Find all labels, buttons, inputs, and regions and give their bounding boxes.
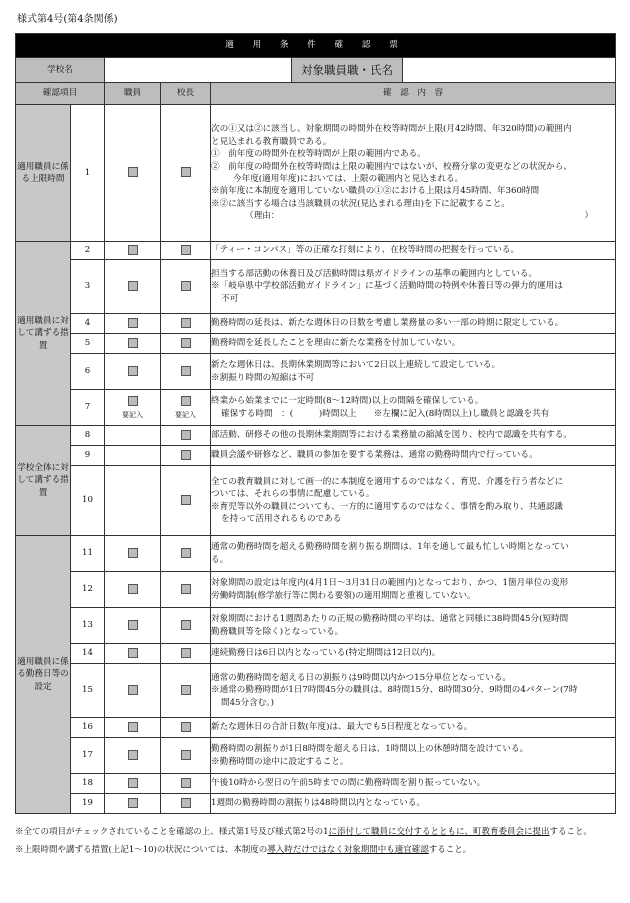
- staff-checkbox[interactable]: [128, 396, 138, 406]
- staff-checkbox[interactable]: [128, 722, 138, 732]
- staff-name-field[interactable]: [403, 58, 615, 82]
- table-row: [16, 572, 616, 608]
- staff-checkbox[interactable]: [128, 167, 138, 177]
- required-note: 要記入: [122, 410, 143, 419]
- item-number: 10: [71, 466, 105, 536]
- item-number: 18: [71, 774, 105, 794]
- item-content: 部活動、研修その他の長期休業期間等における業務量の縮減を図り、校内で認識を共有する。: [211, 426, 616, 446]
- staff-checkbox[interactable]: [128, 318, 138, 328]
- table-row: [16, 242, 616, 260]
- principal-checkbox[interactable]: [181, 366, 191, 376]
- principal-checkbox[interactable]: [181, 167, 191, 177]
- principal-checkbox[interactable]: [181, 548, 191, 558]
- table-row: [16, 314, 616, 334]
- principal-checkbox[interactable]: [181, 318, 191, 328]
- item-number: 8: [71, 426, 105, 446]
- principal-checkbox[interactable]: [181, 281, 191, 291]
- required-note: 要記入: [175, 410, 196, 419]
- principal-checkbox[interactable]: [181, 722, 191, 732]
- item-content: 通常の勤務時間を超える勤務時間を割り振る期間は、1年を通して最も忙しい時期となってい る。: [211, 536, 616, 572]
- table-row: [16, 446, 616, 466]
- table-row: [16, 466, 616, 536]
- item-content: 終業から始業までに一定時間(8～12時間)以上の間隔を確保している。 確保する時間 ：( )時間以上 ※左欄に記入(8時間以上)し職員と認識を共有: [211, 390, 616, 426]
- staff-checkbox[interactable]: [128, 685, 138, 695]
- item-number: 3: [71, 260, 105, 314]
- item-number: 7: [71, 390, 105, 426]
- staff-name-label: 対象職員職・氏名: [292, 58, 403, 82]
- item-content: 勤務時間の延長は、新たな週休日の日数を考慮し業務量の多い一部の時期に限定している。: [211, 314, 616, 334]
- item-number: 13: [71, 608, 105, 644]
- staff-checkbox[interactable]: [128, 548, 138, 558]
- note-submission: ※全ての項目がチェックされていることを確認の上、様式第1号及び様式第2号の1に添付して職員に交付するとともに、町教育委員会に提出すること。: [15, 827, 593, 837]
- item-content: 職員会議や研修など、職員の参加を要する業務は、通常の勤務時間内で行っている。: [211, 446, 616, 466]
- table-row: [16, 664, 616, 718]
- item-content: 1週間の勤務時間の割振りは48時間以内となっている。: [211, 794, 616, 814]
- table-row: [16, 738, 616, 774]
- confirmation-table: [15, 33, 616, 814]
- item-number: 6: [71, 354, 105, 390]
- school-name-label: 学校名: [16, 58, 105, 83]
- principal-checkbox[interactable]: [181, 450, 191, 460]
- table-row: [16, 390, 616, 426]
- item-number: 9: [71, 446, 105, 466]
- staff-checkbox[interactable]: [128, 366, 138, 376]
- table-row: [16, 718, 616, 738]
- principal-checkbox[interactable]: [181, 245, 191, 255]
- staff-checkbox[interactable]: [128, 798, 138, 808]
- staff-checkbox[interactable]: [128, 281, 138, 291]
- item-number: 15: [71, 664, 105, 718]
- item-content: 勤務時間を延長したことを理由に新たな業務を付加していない。: [211, 334, 616, 354]
- col-item-header: 確認項目: [16, 83, 105, 105]
- item-content: 全ての教育職員に対して画一的に本制度を適用するのではなく、育児、介護を行う者などに ついては、それらの事情に配慮している。 ※育児等以外の職員についても、一方的に適用するのではなく、事情を酌み取り、共通認識 を持って活用されるものである: [211, 466, 616, 536]
- staff-checkbox[interactable]: [128, 245, 138, 255]
- item-number: 17: [71, 738, 105, 774]
- principal-checkbox[interactable]: [181, 495, 191, 505]
- item-number: 2: [71, 242, 105, 260]
- staff-checkbox[interactable]: [128, 648, 138, 658]
- principal-checkbox[interactable]: [181, 620, 191, 630]
- category-school-measures: 学校全体に対して講ずる措置: [16, 426, 71, 536]
- category-staff-measures: 適用職員に対して講ずる措置: [16, 242, 71, 426]
- principal-checkbox[interactable]: [181, 430, 191, 440]
- col-content-header: 確 認 内 容: [211, 83, 616, 105]
- form-title: 適 用 条 件 確 認 票: [16, 34, 616, 58]
- item-number: 5: [71, 334, 105, 354]
- col-staff-header: 職員: [105, 83, 161, 105]
- item-number: 16: [71, 718, 105, 738]
- col-principal-header: 校長: [161, 83, 211, 105]
- category-work-days: 適用職員に係る勤務日等の設定: [16, 536, 71, 814]
- item-content: 午後10時から翌日の午前5時までの間に勤務時間を割り振っていない。: [211, 774, 616, 794]
- table-row: [16, 608, 616, 644]
- staff-checkbox[interactable]: [128, 584, 138, 594]
- principal-checkbox[interactable]: [181, 685, 191, 695]
- staff-checkbox[interactable]: [128, 750, 138, 760]
- staff-checkbox[interactable]: [128, 778, 138, 788]
- item-number: 19: [71, 794, 105, 814]
- principal-checkbox[interactable]: [181, 396, 191, 406]
- principal-checkbox[interactable]: [181, 750, 191, 760]
- table-row: [16, 536, 616, 572]
- item-number: 11: [71, 536, 105, 572]
- item-content: 対象期間の設定は年度内(4月1日～3月31日の範囲内)となっており、かつ、1箇月単位の変形 労働時間制(修学旅行等に関わる要領)の適用期間と重複していない。: [211, 572, 616, 608]
- item-content: 新たな週休日は、長期休業期間等において2日以上連続して設定している。 ※割振り時間の短縮は不可: [211, 354, 616, 390]
- table-row: [16, 644, 616, 664]
- table-row: [16, 354, 616, 390]
- principal-checkbox[interactable]: [181, 584, 191, 594]
- staff-checkbox[interactable]: [128, 620, 138, 630]
- item-content: 次の①又は②に該当し、対象期間の時間外在校等時間が上限(月42時間、年320時間)の範囲内 と見込まれる教育職員である。 ① 前年度の時間外在校等時間が上限の範囲内である。 ② 前年度の時間外在校等時間は上限の範囲内ではないが、校務分掌の変更などの状況から、 今年度(適用年度)においては、上限の範囲内と見込まれる。 ※前年度に本制度を適用していない職員の①②における上限は月45時間、年360時間 ※②に該当する場合は当該職員の状況(見込まれる理由)を下に記載すること。 （理由： ）: [211, 105, 616, 242]
- table-row: [16, 794, 616, 814]
- table-row: [16, 774, 616, 794]
- note-periodic-check: ※上限時間や講ずる措置(上記1～10)の状況については、本制度の導入時だけではなく対象期間中も適宜確認すること。: [15, 844, 472, 855]
- table-row: [16, 334, 616, 354]
- category-upper-limit: 適用職員に係る上限時間: [16, 105, 71, 242]
- item-content: 新たな週休日の合計日数(年度)は、最大でも5日程度となっている。: [211, 718, 616, 738]
- footer-notes: [15, 826, 617, 862]
- item-number: 14: [71, 644, 105, 664]
- item-number: 12: [71, 572, 105, 608]
- principal-checkbox[interactable]: [181, 798, 191, 808]
- staff-checkbox[interactable]: [128, 338, 138, 348]
- item-content: 「ティー・コンパス」等の正確な打刻により、在校等時間の把握を行っている。: [211, 242, 616, 260]
- item-content: 対象期間における1週間あたりの正規の勤務時間の平均は、通常と同様に38時間45分(短時間 勤務職員等を除く)となっている。: [211, 608, 616, 644]
- item-content: 連続勤務日は6日以内となっている(特定期間は12日以内)。: [211, 644, 616, 664]
- school-name-field[interactable]: [105, 58, 292, 82]
- item-content: 通常の勤務時間を超える日の割振りは9時間以内かつ15分単位となっている。 ※通常の勤務時間が1日7時間45分の職員は、8時間15分、8時間30分、9時間の4パターン(7時 間45分含む。): [211, 664, 616, 718]
- principal-checkbox[interactable]: [181, 338, 191, 348]
- table-row: [16, 260, 616, 314]
- item-number: 4: [71, 314, 105, 334]
- item-content: 勤務時間の割振りが1日8時間を超える日は、1時間以上の休憩時間を設けている。 ※勤務時間の途中に設定すること。: [211, 738, 616, 774]
- principal-checkbox[interactable]: [181, 648, 191, 658]
- principal-checkbox[interactable]: [181, 778, 191, 788]
- form-number: 様式第4号(第4条関係): [17, 14, 118, 25]
- table-row: [16, 105, 616, 242]
- item-content: 担当する部活動の休養日及び活動時間は県ガイドラインの基準の範囲内としている。 ※「岐阜県中学校部活動ガイドライン」に基づく活動時間の特例や休養日等の弾力的運用は 不可: [211, 260, 616, 314]
- table-row: [16, 426, 616, 446]
- item-number: 1: [71, 105, 105, 242]
